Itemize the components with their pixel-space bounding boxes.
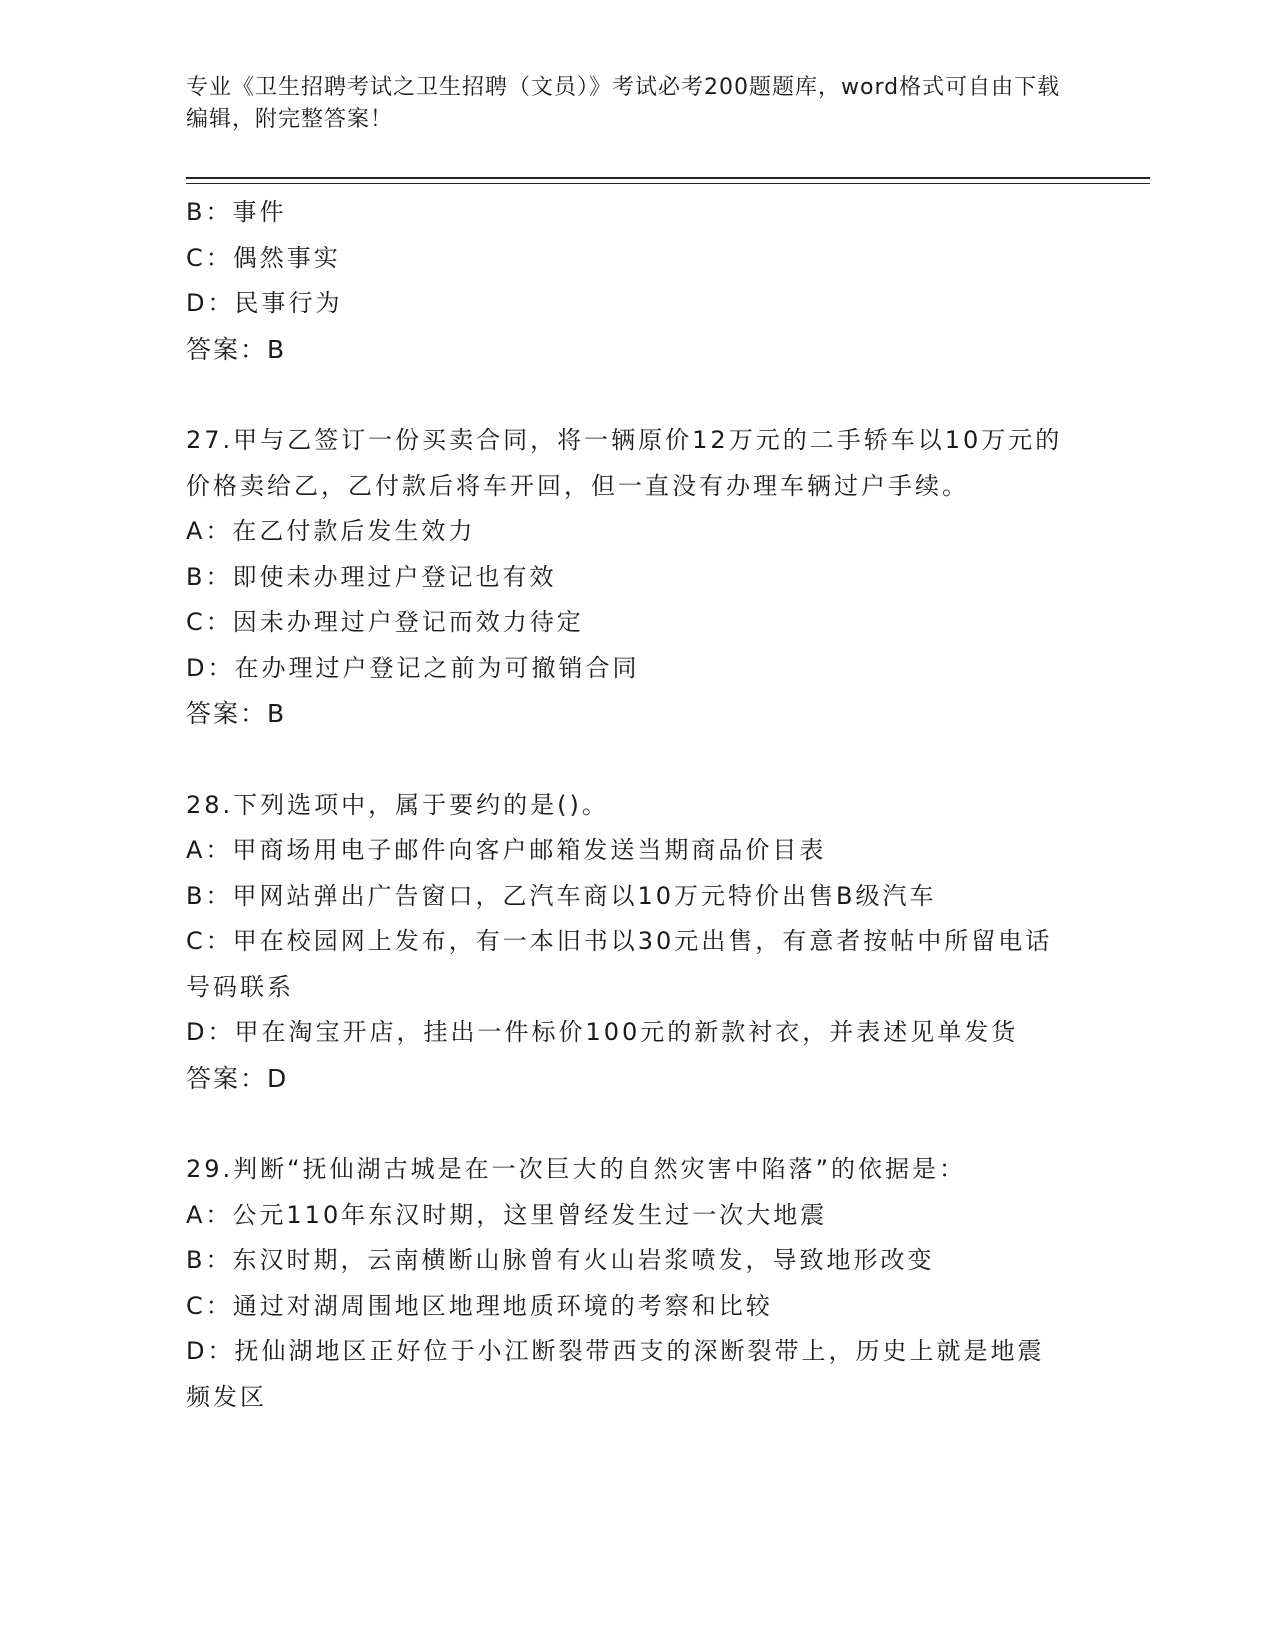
- document-body: [186, 190, 1066, 1420]
- option-c: C：因未办理过户登记而效力待定: [186, 608, 584, 636]
- option-b: B：即使未办理过户登记也有效: [186, 562, 557, 591]
- spacer: [186, 1101, 1066, 1147]
- option-d: D：民事行为: [186, 289, 343, 317]
- option-d: D：抚仙湖地区正好位于小江断裂带西支的深断裂带上，历史上就是地震频发区: [186, 1337, 1045, 1411]
- question-29: [186, 1147, 1066, 1420]
- answer-line: 答案：D: [186, 1063, 289, 1093]
- option-b: B：事件: [186, 198, 287, 226]
- answer-line: 答案：B: [186, 334, 287, 364]
- spacer: [186, 372, 1066, 418]
- question-stem: 28.下列选项中，属于要约的是()。: [186, 790, 609, 819]
- question-27: [186, 418, 1066, 737]
- option-a: A：甲商场用电子邮件向客户邮箱发送当期商品价目表: [186, 836, 827, 864]
- page-header: 专业《卫生招聘考试之卫生招聘（文员）》考试必考200题题库，word格式可自由下载编辑，附完整答案！: [186, 75, 1061, 132]
- question-28: [186, 783, 1066, 1102]
- option-c: C：通过对湖周围地区地理地质环境的考察和比较: [186, 1291, 773, 1320]
- question-stem: 27.甲与乙签订一份买卖合同，将一辆原价12万元的二手轿车以10万元的价格卖给乙，乙付款后将车开回，但一直没有办理车辆过户手续。: [186, 426, 1063, 500]
- option-b: B：东汉时期，云南横断山脉曾有火山岩浆喷发，导致地形改变: [186, 1246, 935, 1274]
- option-d: D：甲在淘宝开店，挂出一件标价100元的新款衬衣，并表述见单发货: [186, 1018, 1019, 1046]
- header-rule-thin: [186, 183, 1150, 184]
- option-c: C：甲在校园网上发布，有一本旧书以30元出售，有意者按帖中所留电话号码联系: [186, 927, 1053, 1001]
- spacer: [186, 737, 1066, 783]
- header-rule-thick: [186, 177, 1150, 179]
- option-a: A：在乙付款后发生效力: [186, 517, 476, 545]
- option-a: A：公元110年东汉时期，这里曾经发生过一次大地震: [186, 1200, 828, 1229]
- answer-line: 答案：B: [186, 699, 287, 728]
- option-d: D：在办理过户登记之前为可撤销合同: [186, 653, 640, 682]
- question-stem: 29.判断“抚仙湖古城是在一次巨大的自然灾害中陷落”的依据是：: [186, 1155, 967, 1183]
- option-c: C：偶然事实: [186, 243, 341, 272]
- question-26-tail: [186, 190, 1066, 372]
- option-b: B：甲网站弹出广告窗口，乙汽车商以10万元特价出售B级汽车: [186, 881, 937, 910]
